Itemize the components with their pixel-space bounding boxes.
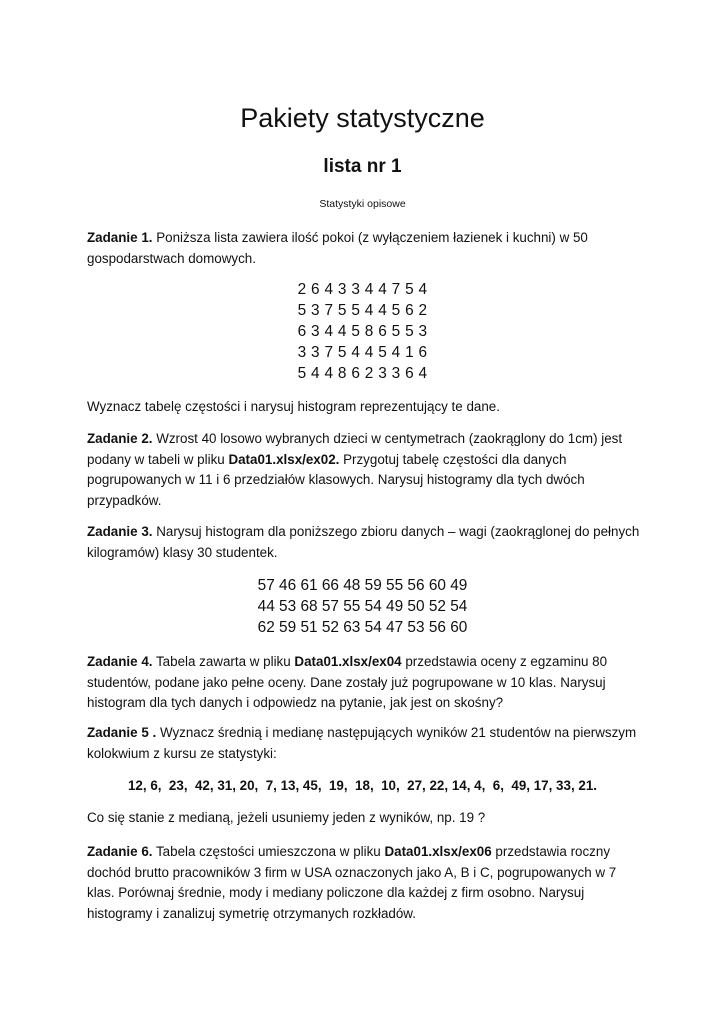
task-2-label: Zadanie 2. [87, 431, 153, 446]
task-4-paragraph [87, 652, 647, 714]
task-3-data-row: 44 53 68 57 55 54 49 50 52 54 [257, 598, 468, 615]
task-2-file: Data01.xlsx/ex02. [228, 451, 340, 467]
document-title: Pakiety statystyczne [240, 103, 485, 133]
task-1-data-row: 6 3 4 4 5 8 6 5 5 3 [297, 323, 428, 340]
task-5-label: Zadanie 5 . [87, 725, 157, 740]
task-5-text: Wyznacz średnią i medianę następujących wyników 21 studentów na pierwszym kolokwium z kursu ze statystyki: [87, 725, 637, 761]
task-6-file: Data01.xlsx/ex06 [384, 844, 492, 859]
task-5-question: Co się stanie z medianą, jeżeli usuniemy jeden z wyników, np. 19 ? [87, 810, 486, 825]
task-1-data-row: 5 4 4 8 6 2 3 3 6 4 [297, 365, 428, 382]
task-4-text-a: Tabela zawarta w pliku [152, 654, 295, 669]
task-6-paragraph [87, 842, 647, 924]
task-1-label: Zadanie 1. [87, 230, 153, 245]
task-6-text-a: Tabela częstości umieszczona w pliku [152, 844, 385, 859]
task-4-text-b: przedstawia oceny z egzaminu 80 studentów, podane jako pełne oceny. Dane zostały już pogrupowane w 10 klas. Narysuj histogram dla tych danych i odpowiedz na pytanie, jak jest on skośny? [87, 654, 608, 710]
task-1-paragraph [87, 228, 647, 269]
task-1-data-row: 5 3 7 5 5 4 4 5 6 2 [297, 302, 428, 319]
task-5-paragraph [87, 723, 647, 764]
task-3-data-row: 57 46 61 66 48 59 55 56 60 49 [257, 577, 468, 594]
task-2-text-b: Przygotuj tabelę częstości dla danych pogrupowanych w 11 i 6 przedziałów klasowych. Narysuj histogramy dla tych dwóch przypadków. [87, 451, 585, 508]
task-3-label: Zadanie 3. [87, 524, 153, 539]
task-1-text: Poniższa lista zawiera ilość pokoi (z wyłączeniem łazienek i kuchni) w 50 gospodarstwach domowych. [87, 230, 588, 266]
task-4-label: Zadanie 4. [87, 654, 153, 669]
task-3-data [0, 575, 725, 638]
task-3-text: Narysuj histogram dla poniższego zbioru danych – wagi (zaokrąglonej do pełnych kilogramów) klasy 30 studentek. [87, 524, 640, 560]
task-1-instruction: Wyznacz tabelę częstości i narysuj histogram reprezentujący te dane. [87, 399, 500, 414]
task-1-data [0, 279, 725, 384]
section-title: Statystyki opisowe [319, 198, 406, 210]
task-2-text-a: Wzrost 40 losowo wybranych dzieci w centymetrach (zaokrąglony do 1cm) jest podany w tabeli w pliku [87, 431, 623, 467]
task-5-data: 12, 6, 23, 42, 31, 20, 7, 13, 45, 19, 18, 10, 27, 22, 14, 4, 6, 49, 17, 33, 21. [127, 778, 597, 793]
document-subtitle: lista nr 1 [323, 156, 402, 177]
task-1-data-row: 3 3 7 5 4 4 5 4 1 6 [297, 344, 428, 361]
task-4-file: Data01.xlsx/ex04 [294, 654, 402, 669]
task-6-label: Zadanie 6. [87, 844, 153, 859]
task-6-text-b: przedstawia roczny dochód brutto pracowników 3 firm w USA oznaczonych jako A, B i C, pogrupowanych w 7 klas. Porównaj średnie, mody i mediany policzone dla każdej z firm osobno. Narysuj histogramy i zanalizuj symetrię otrzymanych rozkładów. [87, 844, 617, 921]
task-1-data-row: 2 6 4 3 3 4 4 7 5 4 [297, 281, 428, 298]
task-2-paragraph [87, 429, 647, 511]
task-3-paragraph [87, 522, 647, 563]
task-3-data-row: 62 59 51 52 63 54 47 53 56 60 [257, 619, 468, 636]
